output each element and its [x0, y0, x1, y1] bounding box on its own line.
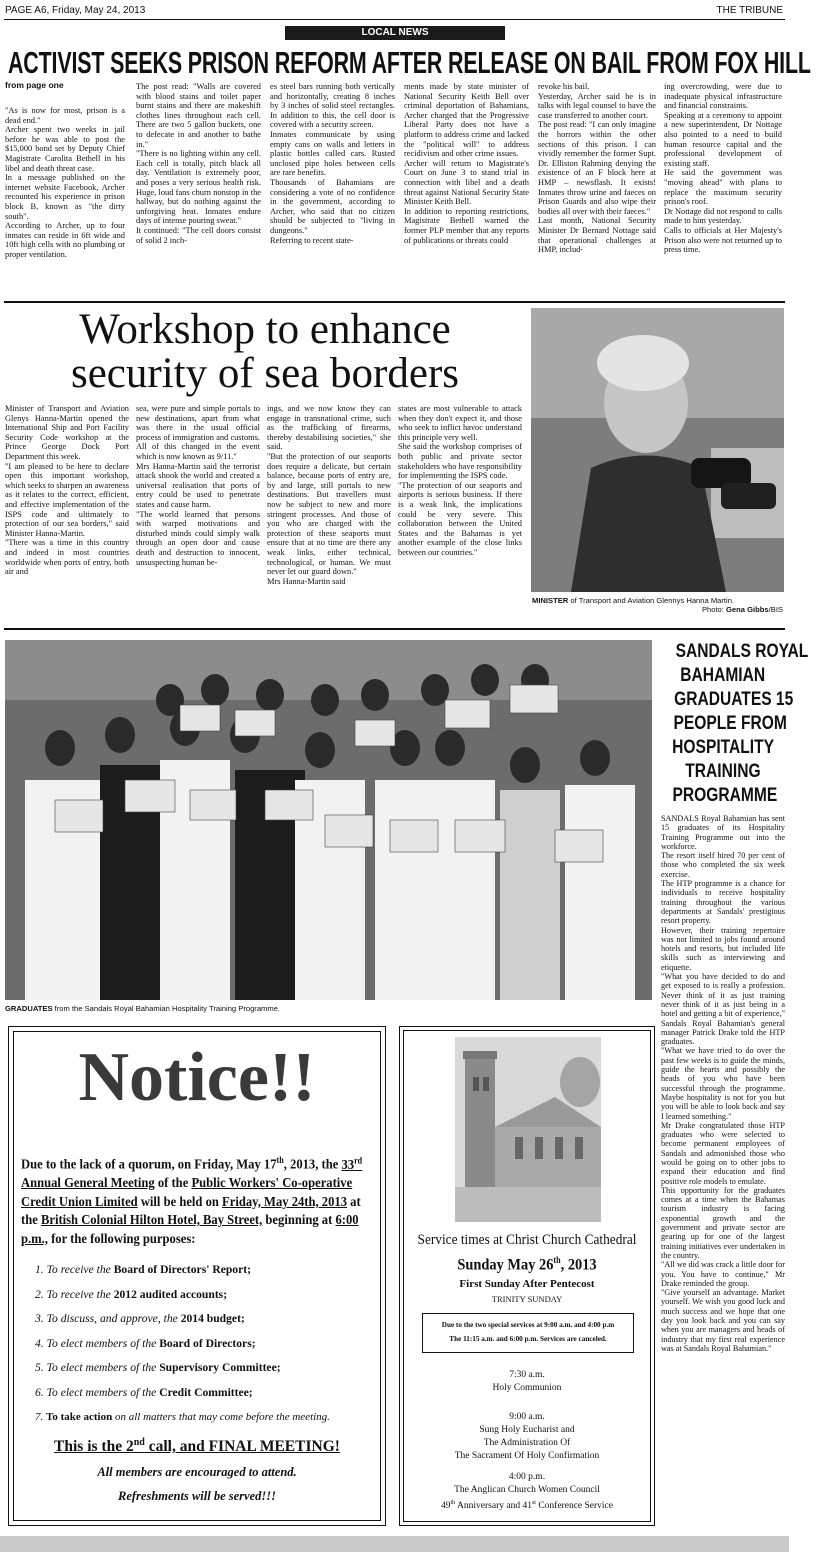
- notice-p-ordsup: rd: [354, 1155, 363, 1165]
- photo-credit-suffix: /BIS: [768, 605, 783, 614]
- notice-item-post: on all matters that may come before the meeting.: [112, 1411, 330, 1423]
- notice-title: Notice!!: [78, 1039, 316, 1116]
- notice-p-sup1: th: [276, 1155, 284, 1165]
- notice-item-num: 4.: [35, 1336, 44, 1350]
- notice-call-post: call, and FINAL MEETING!: [144, 1438, 340, 1456]
- minister-photo-illustration: [531, 308, 784, 592]
- sandals-body: SANDALS Royal Bahamian has sent 15 graduates of its Hospitality Training Programme out into the workforce. The resort itself hired 70 per cent of those who completed the six week exercise. The HTP programme is a chance for individuals to receive hospitality training throughout the various departments at Sandals' prestigious resort property. However, their training repertoire was not limited to jobs found around hotels and resorts, but included life skills such as interviewing and etiquette. "What you have decided to do and get exposed to is really a profession. Never think of it as just training never think of it as just being in a hotel and getting a bit of experience," Sandals Royal Bahamian's general manager Patrick Drake told the HTP graduates. "What we have tried to do over the past few weeks is to guide the minds, guide the hearts and possibly the heads of you who have been successful through the programme. Maybe hospitality is not for you but you will be able to look back and say I learned something." Mr Drake congratulated those HTP graduates who were selected to become permanent employees of Sandals and admonished those who would be going on to other jobs to expand their education and find positive role models to emulate. This opportunity for the graduates comes at a time when the Bahamas tourism industry is facing exponential growth and the government and private sector are gearing up for one of the largest training initiatives ever undertaken in the country. "All we did was crack a little door for you. You have to continue," Mr Drake reminded the group. "Give yourself an advantage. Market yourself. We wish you good luck and much success and we hope that one day you look back and you can say when you are managers and heads of industry that my first real experience was at Sandals Royal Bahamian.": [661, 814, 785, 1353]
- story-divider-1: [4, 301, 785, 303]
- notice-item: [35, 1312, 380, 1326]
- service-3-a: 49: [441, 1501, 451, 1512]
- minister-photo: [531, 308, 784, 592]
- notice-final-call: [9, 1437, 385, 1456]
- notice-item: [35, 1288, 380, 1302]
- notice-p-at: at the: [21, 1194, 361, 1229]
- service-2-name-3: The Sacrament Of Holy Confirmation: [454, 1451, 600, 1461]
- jump-line: from page one: [5, 80, 64, 90]
- prison-col-3: es steel bars running both vertically and horizontally, creating 8 inches by 3 inches of solid steel rectangles. In addition to this, the cell door is covered with a security screen. Inmates communicate by using empty cans on walls and letters in plastic bottles called cars. Rusted unclosed pipe holes between cells are rare benefits. Thousands of Bahamians are considering a vote of no confidence in the government, according to Archer, who said that no citizen should be subjected to "living in dungeons." Referring to recent state-: [270, 82, 395, 245]
- story-divider-2: [4, 628, 785, 630]
- service-3-bsup: st: [531, 1500, 536, 1506]
- graduates-caption-text: from the Sandals Royal Bahamian Hospitality Training Programme.: [52, 1004, 281, 1013]
- church-sub: First Sunday After Pentecost: [459, 1278, 595, 1290]
- church-ad: [399, 1026, 655, 1526]
- notice-item-pre: To elect members of the: [46, 1361, 160, 1374]
- notice-item: [35, 1386, 380, 1400]
- notice-call-sup: nd: [133, 1437, 145, 1448]
- notice-p-of: of the: [154, 1176, 192, 1192]
- service-3: [400, 1471, 654, 1513]
- workshop-headline: [10, 308, 520, 396]
- photo-credit-prefix: Photo:: [701, 605, 727, 614]
- service-2: [400, 1411, 654, 1463]
- notice-item-bold: To take action: [46, 1411, 113, 1423]
- notice-p-date2: Friday, May 24th, 2013: [222, 1194, 348, 1210]
- notice-p-date1: Friday, May 17: [194, 1157, 277, 1173]
- sandals-headline-line-6: TRAINING: [685, 761, 761, 782]
- notice-call-pre: This is the 2: [54, 1438, 134, 1456]
- notice-p-end: for the following purposes:: [47, 1231, 196, 1247]
- notice-item-bold: 2012 audited accounts;: [113, 1287, 228, 1301]
- page-folio: PAGE A6, Friday, May 24, 2013: [5, 5, 146, 16]
- service-2-name-2: The Administration Of: [483, 1438, 571, 1448]
- prison-col-4: ments made by state minister of National Security Keith Bell over criminal deportation of Bahamians, Archer charged that the Progressive Liberal Party does not have a platform to address crime and lacked the "political will" to address recidivism and other crime issues. Archer will return to Magistrate's Court on June 3 to stand trial in connection with libel and a death threat against National Security State Minister Keith Bell. In addition to reporting restrictions, Magistrate Bethell warned the former PLP member that any reports of publications or threats could: [404, 82, 529, 245]
- prison-col-2: The post read: "Walls are covered with blood stains and toilet paper burnt stains and there are makeshift clothes lines throughout each cell. There are two 5 gallon buckets, one to defecate in and another to bathe in." "There is no lighting within any cell. Each cell is totally, pitch black all day. Ventilation is extremely poor, and poses a very serious health risk. Huge, loud fans churn nonstop in the hallway, but do nothing against the unforgiving heat. Inmates endure days of intense pouring sweat." It continued: "The cell doors consist of solid 2 inch-: [136, 82, 261, 245]
- church-date-sup: th: [553, 1255, 561, 1265]
- notice-item-bold: Board of Directors;: [159, 1336, 256, 1350]
- cancellation-line-1: Due to the two special services at 9:00 a.m. and 4:00 p.m: [441, 1321, 615, 1329]
- notice-p-venue: British Colonial Hilton Hotel, Bay Street,: [40, 1213, 263, 1229]
- church-title: Service times at Christ Church Cathedral: [417, 1232, 637, 1248]
- notice-item: [35, 1361, 380, 1375]
- notice-item-pre: To receive the: [46, 1287, 114, 1301]
- prison-headline: ACTIVIST SEEKS PRISON REFORM AFTER RELEASE ON BAIL FROM FOX HILL: [8, 45, 811, 80]
- church-date-post: , 2013: [560, 1256, 597, 1274]
- minister-caption-lead: MINISTER: [532, 596, 569, 605]
- notice-item-num: 5.: [35, 1361, 44, 1374]
- church-date: [413, 1255, 642, 1274]
- notice-p-org: Public Workers' Co-operative Credit Union Limited: [21, 1176, 353, 1210]
- notice-list: [35, 1263, 380, 1435]
- cathedral-illustration: [455, 1037, 601, 1222]
- service-1: [400, 1369, 654, 1395]
- notice-item: [35, 1263, 380, 1277]
- service-3-time: 4:00 p.m.: [508, 1472, 546, 1482]
- cancellation-box: [422, 1313, 634, 1353]
- service-2-name-1: Sung Holy Eucharist and: [479, 1425, 575, 1435]
- prison-col-6: ing overcrowding, were due to inadequate physical infrastructure and financial constraints. Speaking at a ceremony to appoint a new superintendent, Dr Nottage also pointed to a need to build human resource capital and the professional development of existing staff. He said the government was "moving ahead" with plans to replace the maximum security prison's roof. Dr Nottage did not respond to calls made to him yesterday. Calls to officials at Her Majesty's Prison also were not returned up to press time.: [664, 82, 782, 255]
- paper-name: THE TRIBUNE: [716, 5, 783, 16]
- notice-p-time: 6:00 p.m.,: [21, 1213, 359, 1247]
- workshop-headline-line-2: security of sea borders: [70, 350, 460, 397]
- notice-item-num: 3.: [35, 1312, 44, 1325]
- service-1-name: Holy Communion: [492, 1383, 562, 1393]
- notice-item-bold: Credit Committee;: [159, 1385, 253, 1399]
- section-bar: [285, 26, 505, 40]
- workshop-col-1: Minister of Transport and Aviation Glenys Hanna-Martin opened the International Ship and Port Facility Security Code workshop at the Prince George Dock Port Department this week. "I am pleased to be here to declare open this important workshop, which seeks to sharpen an awareness as it relates to the correct, efficient, and effective implementation of the ISPS code and ultimately to protection of our sea borders," said Minister Hanna-Martin. "There was a time in this country and indeed in most countries worldwide when ports of entry, both air and: [5, 404, 129, 577]
- workshop-col-2: sea, were pure and simple portals to new destinations, apart from what was there in the usual official process of immigration and customs. All of this changed in the event which is now known as 9/11." Mrs Hanna-Martin said the terrorist attack shook the world and created a universal realisation that ports of entry could be used to penetrate states and cause harm. "The world learned that persons with warped motivations and disturbed minds could simply walk through an open door and cause death and destruction to innocent, unsuspecting human be-: [136, 404, 260, 567]
- notice-p-pre: Due to the lack of a quorum, on: [21, 1157, 195, 1173]
- notice-p-held: will be held on: [137, 1194, 223, 1210]
- service-1-time: 7:30 a.m.: [509, 1370, 545, 1380]
- sandals-headline-line-3: GRADUATES 15: [674, 689, 794, 710]
- notice-paragraph: [21, 1151, 372, 1249]
- sandals-headline-line-5: HOSPITALITY: [672, 737, 775, 758]
- graduates-photo-illustration: [5, 640, 652, 1000]
- church-date-pre: Sunday May 26: [457, 1256, 554, 1274]
- prison-col-5: revoke his bail. Yesterday, Archer said he is in talks with legal counsel to have the case transferred to another court. The post read: "I can only imagine the horrors within the other sections of this prison. I can vividly remember the former Supt. Dr. Elliston Rahming denying the existence of an F block here at HMP – newsflash. It exists! Inmates throw urine and faeces on Prison Guards and also wipe their bodies all over with their faeces." Last month, National Security Minister Dr Bernard Nottage said that operational challenges at HMP, includ-: [538, 82, 656, 255]
- notice-ad: [8, 1026, 386, 1526]
- service-3-c: Conference Service: [535, 1501, 613, 1512]
- service-3-name-2: [400, 1497, 654, 1513]
- prison-col-1: "As is now for most, prison is a dead end." Archer spent two weeks in jail before he was able to post the $15,000 bond set by Deputy Chief Magistrate Carolita Bethell in his libel and death threat case. In a message published on the internet website Facebook, Archer recounted his experience in prison block B, known as "the dirty south". According to Archer, up to four inmates can reside in 6ft wide and 10ft high cells with no plumbing or proper ventilation.: [5, 106, 125, 259]
- notice-item-pre: To elect members of the: [46, 1336, 160, 1350]
- notice-p-beg: beginning at: [262, 1213, 336, 1229]
- notice-p-agm: Annual General Meeting: [21, 1176, 155, 1192]
- minister-caption-text: of Transport and Aviation Glennys Hanna Martin.: [568, 596, 735, 605]
- service-3-b: Anniversary and 41: [455, 1501, 532, 1512]
- notice-item-num: 6.: [35, 1385, 44, 1399]
- notice-item-num: 1.: [35, 1263, 44, 1276]
- service-3-name-1: The Anglican Church Women Council: [454, 1485, 600, 1495]
- top-rule: [4, 19, 785, 20]
- notice-item-pre: To elect members of the: [46, 1385, 160, 1399]
- notice-refreshments: Refreshments will be served!!!: [118, 1489, 276, 1503]
- sandals-headline: [661, 640, 809, 808]
- workshop-headline-line-1: Workshop to enhance: [79, 306, 451, 353]
- cathedral-photo: [455, 1037, 601, 1222]
- church-trinity: TRINITY SUNDAY: [491, 1294, 563, 1304]
- workshop-col-4: states are most vulnerable to attack when they don't expect it, and those who seek to inflict havoc understand this principle very well. She said the workshop comprises of both public and private sector stakeholders who have responsibility for implementing the ISPS code. "The protection of our seaports and airports is serious business. If there is a weak link, the implications could be very severe. This collaboration between the United States and the Bahamas is yet another example of the close links between our countries.": [398, 404, 522, 557]
- graduates-photo: [5, 640, 652, 1000]
- sandals-headline-line-4: PEOPLE FROM: [673, 713, 787, 734]
- notice-item-num: 2.: [35, 1287, 44, 1301]
- service-3-asup: th: [450, 1500, 456, 1506]
- footer-band: [0, 1536, 789, 1552]
- sandals-headline-line-7: PROGRAMME: [672, 785, 778, 806]
- notice-p-ord: 33: [341, 1157, 355, 1173]
- notice-encourage: All members are encouraged to attend.: [97, 1465, 297, 1479]
- notice-item-pre: To receive the: [46, 1263, 114, 1276]
- sandals-headline-line-1: SANDALS ROYAL: [675, 641, 809, 662]
- notice-item-bold: Board of Directors' Report;: [113, 1263, 251, 1276]
- sandals-headline-line-2: BAHAMIAN: [680, 665, 766, 686]
- notice-item-bold: Supervisory Committee;: [159, 1361, 281, 1374]
- notice-item: [35, 1410, 380, 1424]
- section-label: LOCAL NEWS: [361, 27, 429, 38]
- workshop-col-3: ings, and we now know they can engage in transnational crime, such as the trafficking of firearms, thereby destabilising societies," she said. "But the protection of our seaports does require a delicate, but certain balance, because ports of entry are, by and large, still portals to new destinations. But travellers must now be subject to new and more stringent processes. And those of you who are charged with the protection of these seaports must ensure that at no time are there any weak links, either technical, technological, or human. We must never let our guard down." Mrs Hanna-Martin said: [267, 404, 391, 586]
- notice-item-pre: To discuss, and approve, the: [46, 1312, 181, 1325]
- notice-item: [35, 1337, 380, 1351]
- service-2-time: 9:00 a.m.: [509, 1412, 545, 1422]
- graduates-caption: [5, 1004, 650, 1013]
- notice-item-bold: 2014 budget;: [180, 1312, 245, 1325]
- minister-caption: [532, 596, 784, 605]
- photo-credit-name: Gena Gibbs: [726, 605, 769, 614]
- notice-p-mid1: , 2013, the: [283, 1157, 342, 1173]
- graduates-caption-lead: GRADUATES: [5, 1004, 53, 1013]
- photo-credit: [702, 605, 783, 614]
- notice-item-num: 7.: [35, 1411, 44, 1423]
- cancellation-line-2: The 11:15 a.m. and 6:00 p.m. Services are canceled.: [449, 1335, 607, 1343]
